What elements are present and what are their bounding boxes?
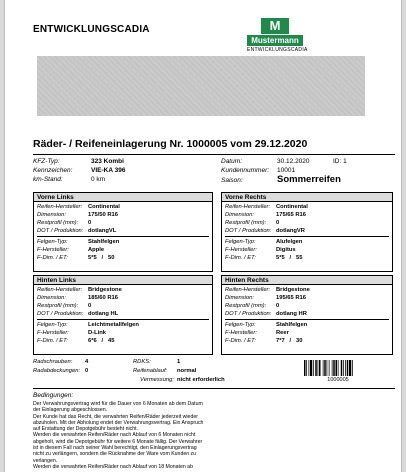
restprofil-label: Restprofil (mm): xyxy=(37,303,79,309)
conditions-line: Der Kunde hat das Recht, die verwahrten Reifen/Räder jederzeit wieder xyxy=(33,413,198,420)
restprofil-label: Restprofil (mm): xyxy=(225,220,267,226)
vermessung-value: nicht erforderlich xyxy=(177,377,225,383)
dimension-value: 195/65 R16 xyxy=(276,295,306,301)
hersteller-label: Reifen-Hersteller: xyxy=(37,204,83,210)
vermessung-field xyxy=(133,376,225,384)
fhersteller-value: Digitus xyxy=(276,247,296,253)
fhersteller-label: F-Hersteller: xyxy=(225,330,257,336)
kennzeichen-label: Kennzeichen: xyxy=(33,167,73,174)
barcode xyxy=(303,360,373,376)
hersteller-label: Reifen-Hersteller: xyxy=(225,287,271,293)
wheel-box-title: Hinten Links xyxy=(34,276,212,285)
dot-value: dotlang HL xyxy=(88,311,119,317)
barcode-bar xyxy=(332,360,333,376)
felgentyp-value: Stahlfelgen xyxy=(88,239,120,245)
saison-value: Sommerreifen xyxy=(277,174,341,185)
barcode-bar xyxy=(336,360,338,376)
dimension-value: 175/65 R16 xyxy=(276,212,306,218)
restprofil-value: 0 xyxy=(88,220,92,226)
felgentyp-value: Stahlfelgen xyxy=(276,322,308,328)
barcode-bar xyxy=(310,360,312,376)
km-value: 0 km xyxy=(91,176,106,183)
barcode-bar xyxy=(324,360,326,376)
wheel-box-hinten-rechts xyxy=(221,275,393,355)
dot-label: DOT / Produktion: xyxy=(37,228,84,234)
fdim-label: F-Dim. / ET: xyxy=(37,255,68,261)
radschrauben-label: Radschrauben: xyxy=(33,359,73,365)
conditions-line: abzuholen. Mit der Abholung endet der Verwahrungsvertrag. Ein Anspruch xyxy=(33,419,204,426)
barcode-bar xyxy=(349,360,351,376)
barcode-bar xyxy=(343,360,344,376)
barcode-bar xyxy=(333,360,335,376)
barcode-bar xyxy=(318,360,319,376)
wheel-box-title: Vorne Rechts xyxy=(222,193,392,202)
barcode-bar xyxy=(319,360,321,376)
rdks-value: 1 xyxy=(177,359,181,365)
hersteller-label: Reifen-Hersteller: xyxy=(37,287,83,293)
address-block-redacted xyxy=(37,56,365,116)
conditions-text xyxy=(33,401,285,470)
fhersteller-value: Reer xyxy=(276,330,289,336)
restprofil-value: 0 xyxy=(88,303,92,309)
restprofil-label: Restprofil (mm): xyxy=(225,303,267,309)
dimension-label: Dimension: xyxy=(37,212,66,218)
conditions-line: ist in diesem Fall nach seiner Wahl berechtigt, den Einlagerungsvertrag xyxy=(33,445,197,452)
restprofil-value: 0 xyxy=(276,303,280,309)
barcode-bar xyxy=(338,360,339,376)
kennzeichen-value: VIE-KA 396 xyxy=(91,167,126,174)
hersteller-value: Bridgestone xyxy=(88,287,122,293)
conditions-line: der Einlagerung abgeschlossen. xyxy=(33,407,108,414)
conditions-title: Bedingungen: xyxy=(33,392,74,399)
felgentyp-label: Felgen-Typ: xyxy=(225,322,256,328)
box-divider xyxy=(225,236,389,237)
wheel-box-vorne-links xyxy=(33,192,213,272)
fhersteller-label: F-Hersteller: xyxy=(225,247,257,253)
fdim-value: 5*5 / 55 xyxy=(276,255,303,261)
dot-label: DOT / Produktion: xyxy=(225,311,272,317)
kundennummer-value: 10001 xyxy=(277,167,296,174)
fdim-label: F-Dim. / ET: xyxy=(225,255,256,261)
felgentyp-label: Felgen-Typ: xyxy=(225,239,256,245)
conditions-line: nicht zu verlängern, sondern die Rücknahme der Ware vom Kunden zu xyxy=(33,451,197,458)
radschrauben-value: 4 xyxy=(85,359,89,365)
box-divider xyxy=(37,319,209,320)
fdim-label: F-Dim. / ET: xyxy=(225,338,256,344)
id-value: 1 xyxy=(343,158,347,165)
barcode-bar xyxy=(315,360,317,376)
dot-label: DOT / Produktion: xyxy=(225,228,272,234)
fhersteller-label: F-Hersteller: xyxy=(37,247,69,253)
vehicle-info xyxy=(33,157,125,184)
restprofil-label: Restprofil (mm): xyxy=(37,220,79,226)
conditions-line: Der Verwahrungsvertrag wird für die Dauer von 6 Monaten ab dem Datum xyxy=(33,401,203,407)
kundennummer-label: Kundennummer: xyxy=(221,167,270,174)
box-divider xyxy=(225,319,389,320)
dimension-label: Dimension: xyxy=(225,295,254,301)
barcode-bar xyxy=(323,360,324,376)
wheel-box-vorne-rechts xyxy=(221,192,393,272)
logo-name: Mustermann xyxy=(247,35,303,46)
box-divider xyxy=(37,236,209,237)
fdim-value: 7*7 / 30 xyxy=(276,338,303,344)
fdim-value: 6*6 / 45 xyxy=(88,338,115,344)
logo-letter: M xyxy=(261,18,289,34)
dimension-label: Dimension: xyxy=(225,212,254,218)
barcode-bar xyxy=(304,360,306,376)
felgentyp-label: Felgen-Typ: xyxy=(37,239,68,245)
id-label: ID: xyxy=(333,158,342,165)
reifenablauf-value: normal xyxy=(177,368,197,374)
document-title: Räder- / Reifeneinlagerung Nr. 1000005 vom 29.12.2020 xyxy=(33,138,308,150)
barcode-bar xyxy=(352,360,353,376)
datum-label: Datum: xyxy=(221,158,242,165)
barcode-bar xyxy=(341,360,343,376)
felgentyp-label: Felgen-Typ: xyxy=(37,322,68,328)
dimension-value: 175/50 R16 xyxy=(88,212,118,218)
km-label: km-Stand: xyxy=(33,176,63,183)
felgentyp-value: Alufelgen xyxy=(276,239,303,245)
reifenablauf-field xyxy=(133,367,196,375)
hersteller-label: Reifen-Hersteller: xyxy=(225,204,271,210)
wheel-box-hinten-links xyxy=(33,275,213,355)
conditions-line: auf Erstattung der Depotgebühr besteht nicht. xyxy=(33,426,138,433)
company-logo xyxy=(243,18,307,52)
dot-value: dotlang HR xyxy=(276,311,307,317)
company-name: ENTWICKLUNGSCADIA xyxy=(33,24,150,35)
dot-label: DOT / Produktion: xyxy=(37,311,84,317)
reifenablauf-label: Reifenablauf: xyxy=(133,368,168,374)
barcode-bar xyxy=(309,360,310,376)
radabdeckungen-label: Radabdeckungen: xyxy=(33,368,81,374)
radabdeckungen-field xyxy=(33,367,88,375)
wheel-box-title: Vorne Links xyxy=(34,193,212,202)
logo-subtitle: ENTWICKLUNGSCADIA xyxy=(247,47,308,53)
barcode-bar xyxy=(306,360,307,376)
dimension-label: Dimension: xyxy=(37,295,66,301)
hersteller-value: Bridgestone xyxy=(276,287,310,293)
hersteller-value: Continental xyxy=(88,204,120,210)
dot-value: dotlangVR xyxy=(276,228,305,234)
wheel-box-title: Hinten Rechts xyxy=(222,276,392,285)
barcode-bar xyxy=(313,360,314,376)
rdks-label: RDKS: xyxy=(133,359,151,365)
rdks-field xyxy=(133,358,180,366)
vermessung-label: Vermessung: xyxy=(140,377,174,383)
saison-label: Saison: xyxy=(221,177,243,184)
conditions-line: verlangen. xyxy=(33,457,58,464)
document-page xyxy=(4,0,402,472)
barcode-bar xyxy=(347,360,349,376)
restprofil-value: 0 xyxy=(276,220,280,226)
conditions-divider xyxy=(33,388,395,389)
fdim-label: F-Dim. / ET: xyxy=(37,338,68,344)
fhersteller-value: Apple xyxy=(88,247,105,253)
fdim-value: 5*5 / 50 xyxy=(88,255,115,261)
conditions-line: Werden die verwahrten Reifen/Räder nach Ablauf von 18 Monaten ab xyxy=(33,463,193,470)
radabdeckungen-value: 0 xyxy=(85,368,89,374)
dimension-value: 185/60 R16 xyxy=(88,295,118,301)
barcode-bar xyxy=(327,360,328,376)
radschrauben-field xyxy=(33,358,88,366)
fhersteller-value: D-Link xyxy=(88,330,107,336)
document-meta xyxy=(221,157,347,185)
barcode-bar xyxy=(345,360,346,376)
dot-value: dotlangVL xyxy=(88,228,117,234)
barcode-bar xyxy=(329,360,330,376)
barcode-number: 1000005 xyxy=(327,377,349,383)
kfz-label: KFZ-Typ: xyxy=(33,158,60,165)
felgentyp-value: Leichtmetallfelgen xyxy=(88,322,139,328)
conditions-line: Werden die verwahrten Reifen/Räder nach Ablauf von 6 Monaten nicht xyxy=(33,432,196,439)
fhersteller-label: F-Hersteller: xyxy=(37,330,69,336)
conditions-line: abgeholt, wird die Depotgebühr für weitere 6 Monate fällig. Der Verwahrer xyxy=(33,438,203,445)
kfz-value: 323 Kombi xyxy=(91,158,124,165)
title-divider xyxy=(33,154,395,155)
hersteller-value: Continental xyxy=(276,204,308,210)
datum-value: 30.12.2020 xyxy=(277,158,310,165)
